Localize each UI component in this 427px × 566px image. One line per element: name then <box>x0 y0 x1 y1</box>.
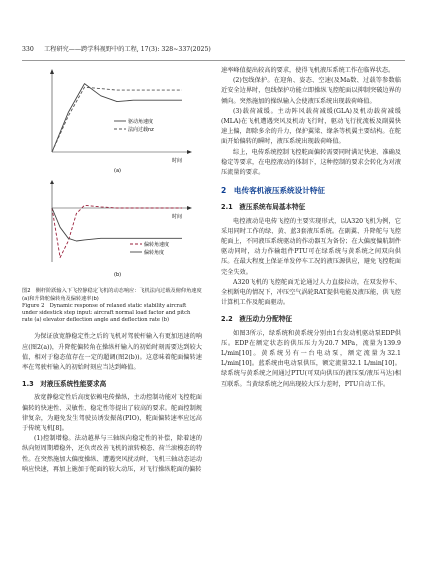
section-heading-2-1: 2.1 液压系统布局基本特征 <box>221 203 306 212</box>
chart-b-tag: (b) <box>114 272 122 279</box>
caption-cn: 图2 侧杆阶跃输入下飞控静稳定飞机的动态响应：飞机法向过载及俯仰角速度(a)和升降舵偏转角及偏转速率(b) <box>22 288 202 302</box>
paragraph: (1)控制增稳。法动越界与三轴纵向稳定性的补偿，除着速的纵向短周期增稳外，还负责改善飞机的滚转模态、荷兰滚模态的特性。在突然施加大偏度操纵、遭遇突风扰动时，飞机三轴动态运动响应快速，再加上施加于舵面的较大动压，对飞行操纵舵面的偏转 <box>22 435 202 473</box>
paragraph: 速率峰值提出较高的要求，使得飞机液压系统工作在临界状态。 <box>221 67 395 74</box>
chart-a-xlabel: 时间 <box>172 158 183 164</box>
legend-b2-label: 偏转角度 <box>144 250 165 257</box>
page-number: 330 <box>22 46 34 53</box>
paragraph: 综上，电传系统控制飞控舵面偏转需要同时满足快速、准确及稳定等要求，在电控液动的体制下，这种控制的要求会转化为对液压流量的要求。 <box>221 148 401 177</box>
chart-a <box>22 66 202 176</box>
section-heading-2: 2 电传客机液压系统设计特征 <box>221 186 326 196</box>
section-heading-2-2: 2.2 液压动力分配特征 <box>221 315 293 324</box>
paragraph: 电控液动是电传飞控的主要实现形式，以A320飞机为例，它采用同时工作的绿、黄、蓝3套液压系统。在副翼、升降舵与飞控舵面上，不同液压系统驱动的作动器互为备份；在大偏度偏航制件驱动同时，动力作输组件PTU可在绿系统与黄系统之间双向供压。在最大程度上保证单发停车工况的液压源供应，避免飞控舵面完全失效。 <box>221 217 401 276</box>
figure-caption <box>22 288 202 324</box>
paragraph: 放宽静稳定性后高度依赖电传操纵，主动控制功能对飞控舵面偏转的快速性、灵敏性、稳定性等提出了较高的要求。舵面控制规律复杂，为避免发生驾驶员诱发振荡(PIO)，舵面偏转速率应远高于传统飞机[8]。 <box>22 394 202 433</box>
chart-a-x-arrow <box>187 150 192 154</box>
paragraph: A320飞机的飞控舵面无论通过人力直接拉动，在双发停车、全机断电的情况下，冲压空气涡轮RAT提供电能及液压能，供飞控计算机工作及舵面驱动。 <box>221 278 401 307</box>
paragraph: (3)载荷减缓。主动阵风载荷减缓(GLA)及机动载荷减缓(MLA)在飞机遭遇突风及机动飞行时，驱动飞行扰流板及副翼快速上偏，卸除多余的升力，保护翼梁、缘条等机翼主要结构。在舵面开始偏转的瞬时，液压系统出现载荷峰值。 <box>221 107 401 146</box>
chart-b <box>22 180 202 280</box>
series-line-2 <box>52 87 182 152</box>
chart-a-tag: (a) <box>114 168 121 174</box>
caption-en: Figure 2 Dynamic response of relaxed static stability aircraft under sidestick step input: aircraft normal load factor and pitch rate (a) elevator deflection angle and deflection rate (b) <box>22 302 191 324</box>
journal-title: 工程研究——跨学科视野中的工程, 17(3): 328~337(2025) <box>44 46 211 53</box>
paragraph: (2)包线保护。在迎角、姿态、空速(及Ma数、过载等参数临近安全边界时，包线保护功能立即操纵飞控舵面以抑制突破边界的倾向。突然施加的操纵输入会使液压系统出现载荷峰值。 <box>221 77 401 105</box>
legend-a1-label: 驱动角速度 <box>128 119 154 125</box>
chart-b-xlabel: 时间 <box>172 214 183 221</box>
paragraph: 如图3所示，绿系统和黄系统分别由1台发动机驱动泵EDP供压。EDP在额定状态的供压压力为20.7 MPa，流量为139.9 L/min[10]。黄系统另有一台电动泵，额定流量为32.1 L/min[10]。蓝系统由电动泵供压，额定流量32.1 L/min[10]。绿系统与黄系统之间通过PTU(可双向供压的液压泵/液压马达)相互联系。当黄绿系统之间出现较大压力差时，PTU自动工作。 <box>221 329 401 388</box>
section-heading-1-3: 1.3 对液压系统性能要求高 <box>22 380 107 389</box>
paragraph: 为保证放宽静稳定性之后的飞机对驾驶杆输入有更加迅速的响应(图2(a))，升降舵偏转角在操纵杆输入的初始时刻需要达到较大值，相对于稳态值存在一定的超调(图2(b))。这意味着舵面偏转速率在驾驶杆输入的初始时刻应当达到峰值。 <box>22 333 202 372</box>
series-line-1 <box>52 84 182 152</box>
figure-2 <box>22 66 202 324</box>
chart-a-y-arrow <box>50 69 54 74</box>
chart-b-y-arrow <box>50 180 54 184</box>
right-column <box>221 66 401 390</box>
left-column <box>22 66 202 475</box>
series-line-2 <box>52 208 182 241</box>
legend-a2-label: 法向过载nz <box>128 127 154 133</box>
chart-b-x-arrow <box>187 206 192 210</box>
legend-b1-label: 偏转角速度 <box>144 242 170 249</box>
running-header <box>22 44 405 61</box>
